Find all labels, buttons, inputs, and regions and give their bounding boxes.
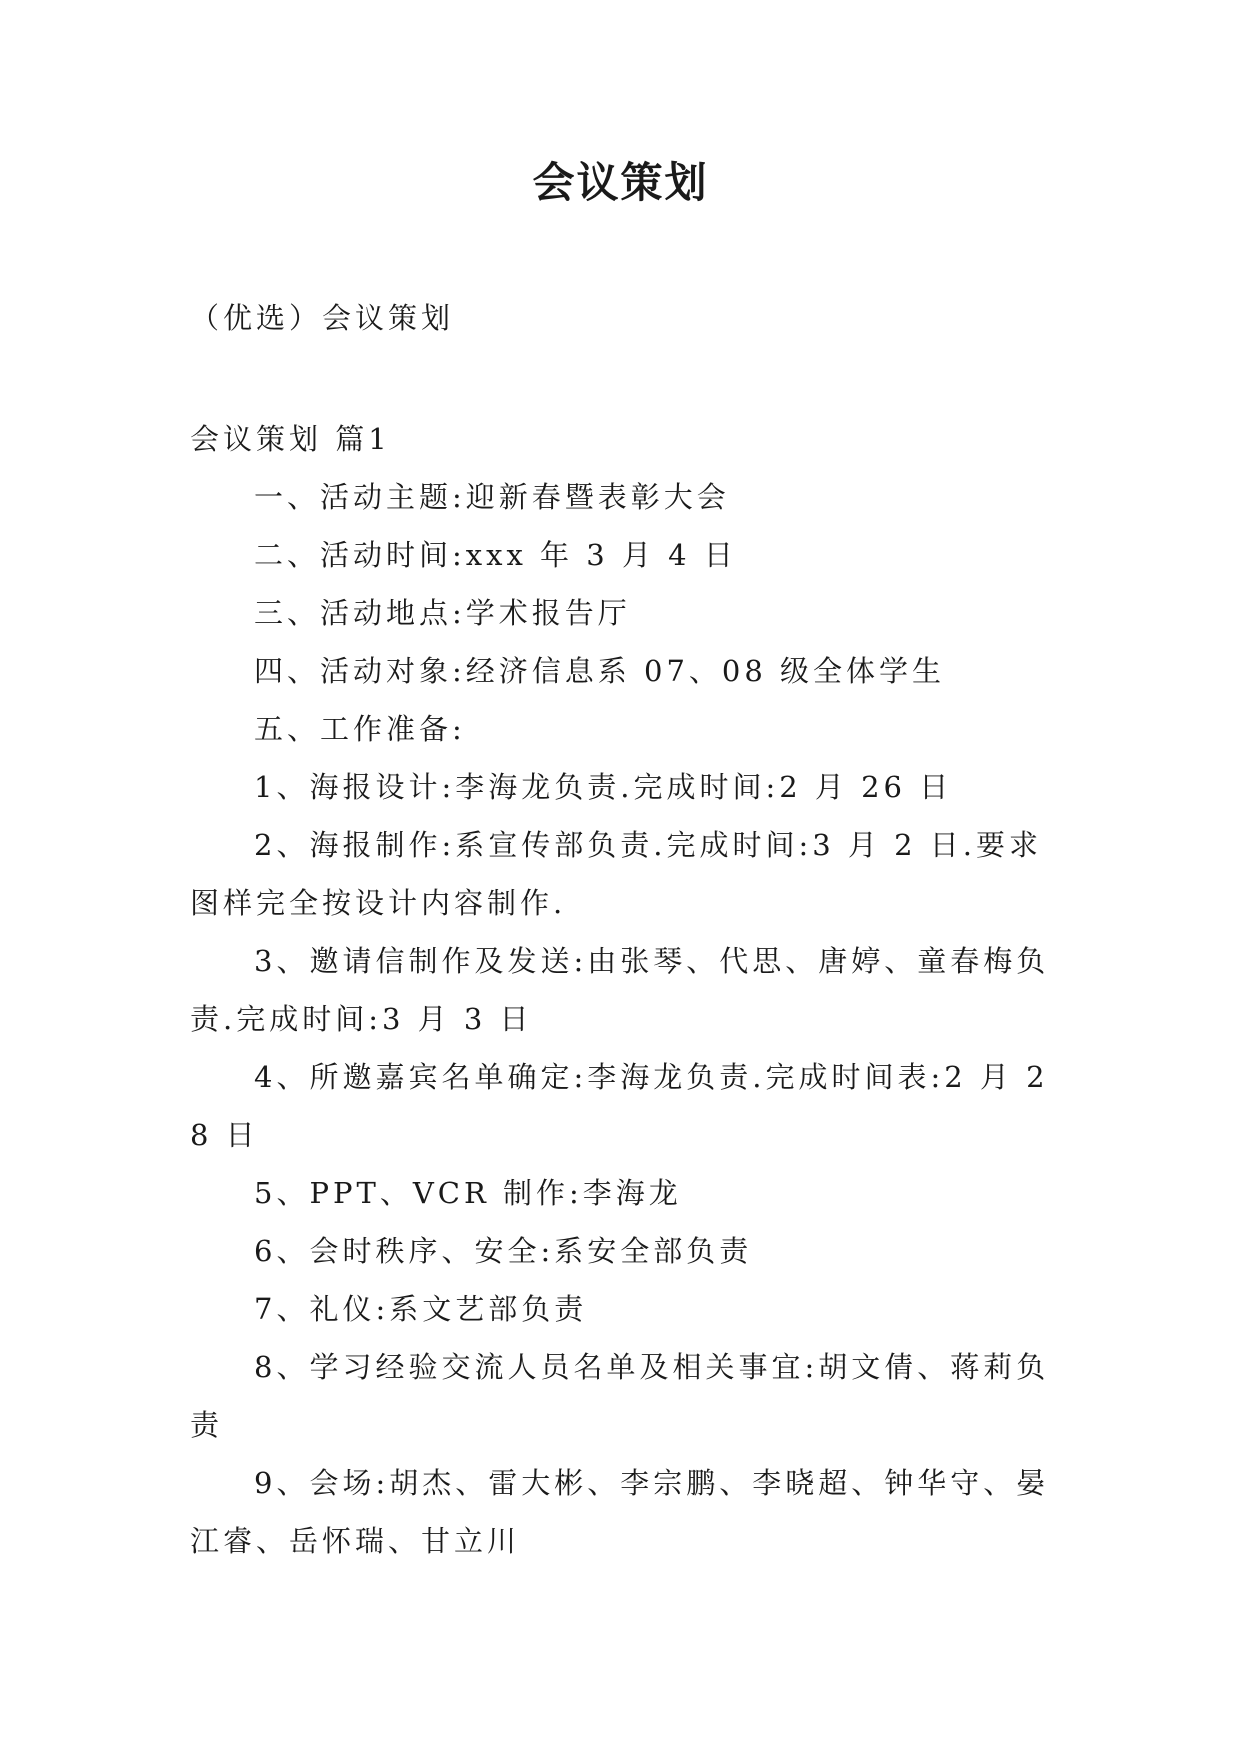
paragraph: 8、学习经验交流人员名单及相关事宜:胡文倩、蒋莉负责 xyxy=(190,1350,1050,1442)
section-heading: 会议策划 篇1 xyxy=(190,422,391,456)
document-body xyxy=(190,410,1050,1570)
paragraph: 三、活动地点:学术报告厅 xyxy=(254,596,631,630)
paragraph: 9、会场:胡杰、雷大彬、李宗鹏、李晓超、钟华守、晏江睿、岳怀瑞、甘立川 xyxy=(190,1466,1050,1558)
paragraph: 7、礼仪:系文艺部负责 xyxy=(254,1292,588,1326)
paragraph: 5、PPT、VCR 制作:李海龙 xyxy=(254,1176,682,1210)
paragraph: 1、海报设计:李海龙负责.完成时间:2 月 26 日 xyxy=(254,770,953,804)
paragraph: 二、活动时间:xxx 年 3 月 4 日 xyxy=(254,538,737,572)
paragraph: 3、邀请信制作及发送:由张琴、代思、唐婷、童春梅负责.完成时间:3 月 3 日 xyxy=(190,944,1050,1036)
paragraph: 2、海报制作:系宣传部负责.完成时间:3 月 2 日.要求图样完全按设计内容制作. xyxy=(190,828,1042,920)
document-subtitle: （优选）会议策划 xyxy=(190,301,455,335)
paragraph: 6、会时秩序、安全:系安全部负责 xyxy=(254,1234,753,1268)
paragraph: 五、工作准备: xyxy=(254,712,466,746)
document-title: 会议策划 xyxy=(532,158,709,207)
paragraph: 一、活动主题:迎新春暨表彰大会 xyxy=(254,480,730,514)
paragraph: 四、活动对象:经济信息系 07、08 级全体学生 xyxy=(254,654,946,688)
paragraph: 4、所邀嘉宾名单确定:李海龙负责.完成时间表:2 月 28 日 xyxy=(190,1060,1049,1152)
